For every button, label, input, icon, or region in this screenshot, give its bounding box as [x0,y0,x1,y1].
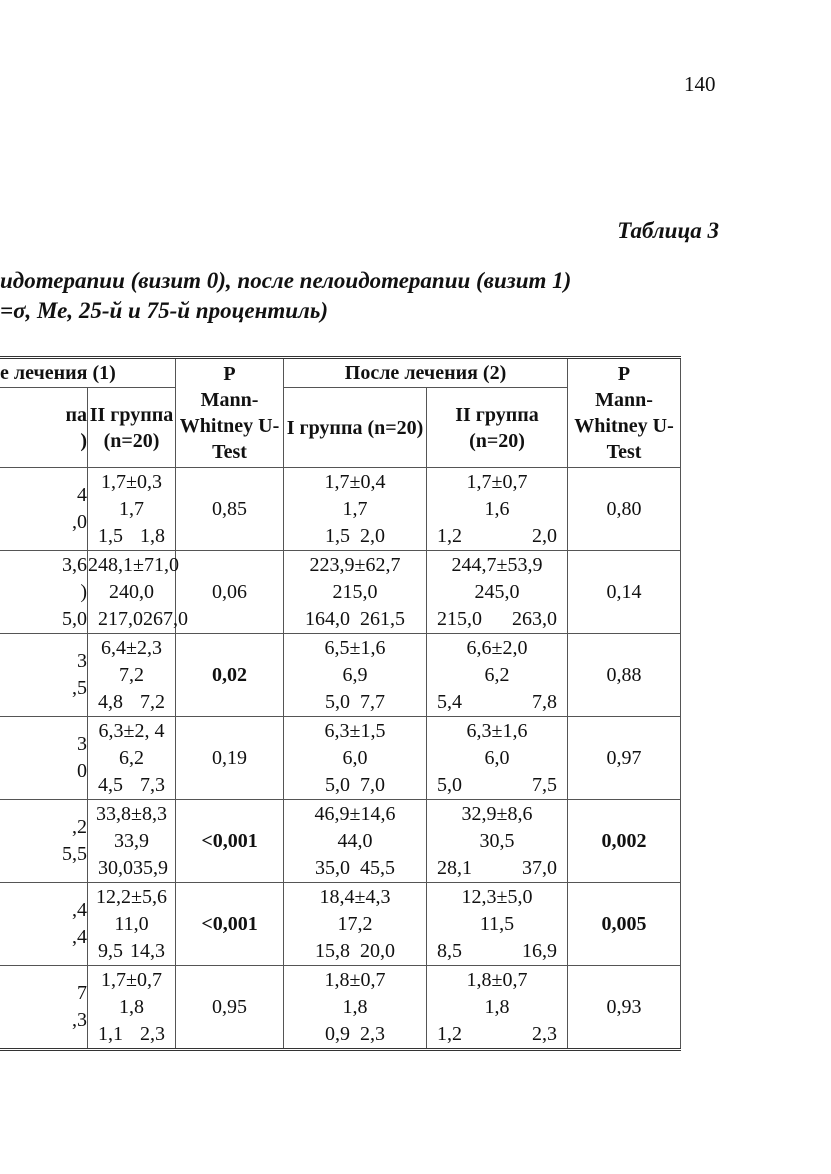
mean-sd: 4 [77,484,87,506]
percentile-25: 5,0 [325,773,351,796]
cell-p-after: 0,80 [568,468,681,551]
percentile-75: 2,0 [360,524,386,547]
percentile-25: 217,0 [98,607,143,630]
cell-p-before: 0,02 [176,634,284,717]
percentile-75: 2,3 [140,1022,166,1045]
cell-group-1-after [284,883,427,966]
cell-p-after: 0,88 [568,634,681,717]
mean-sd: 3 [77,650,87,672]
percentiles [284,1021,426,1048]
header-mann-whitney: Mann-Whitney U-Test [179,389,280,463]
cell-group-1-before [0,551,88,634]
page-number: 140 [684,72,716,96]
header-p-after [568,358,681,468]
cell-group-2-before [88,800,176,883]
table-header-row [0,358,681,388]
header-p-before [176,358,284,468]
caption-line-1: идотерапии (визит 0), после пелоидотерапии (визит 1) [0,268,572,293]
header-cut-line1: па [65,403,87,426]
header-group-1-before [0,388,88,468]
percentiles: 5,5 [62,843,87,865]
median: 245,0 [474,580,520,603]
median: ) [80,580,87,603]
table-caption [0,266,571,326]
results-table [0,356,681,1051]
percentile-25: 5,0 [325,690,351,713]
percentiles [427,606,567,633]
percentiles: 5,0 [62,607,87,630]
percentiles [88,606,188,633]
cell-group-1-before [0,966,88,1050]
percentile-25: 1,2 [437,524,463,547]
mean-sd: 3 [77,733,87,755]
percentile-75: 16,9 [522,939,558,962]
mean-sd: 1,8±0,7 [466,968,528,991]
percentiles [88,938,175,965]
percentile-25: 164,0 [305,607,351,630]
median: 240,0 [109,580,154,603]
mean-sd: 223,9±62,7 [309,553,401,576]
median: 1,8 [484,995,510,1018]
cell-group-2-after [427,551,568,634]
table-row [0,717,681,800]
percentile-25: 8,5 [437,939,463,962]
percentile-25: 5,4 [437,690,463,713]
mean-sd: 6,3±2, 4 [98,719,165,742]
cell-p-before: 0,85 [176,468,284,551]
percentile-25: 0,9 [325,1022,351,1045]
table-body [0,468,681,1050]
percentile-75: 7,0 [360,773,386,796]
percentile-75: 35,9 [133,856,168,879]
cell-group-2-after [427,468,568,551]
percentile-75: 7,8 [532,690,558,713]
percentile-25: 35,0 [315,856,351,879]
mean-sd: 6,6±2,0 [466,636,528,659]
cell-group-1-before [0,634,88,717]
median: 33,9 [114,829,149,852]
cell-group-2-after [427,966,568,1050]
percentile-75: 261,5 [360,607,406,630]
cell-group-1-after [284,551,427,634]
cell-p-after: 0,005 [568,883,681,966]
percentiles: 0 [77,760,87,782]
median: 6,2 [484,663,510,686]
cell-group-1-after [284,717,427,800]
header-mann-whitney: Mann-Whitney U-Test [574,389,674,463]
cell-group-1-before [0,717,88,800]
cell-group-2-before [88,883,176,966]
mean-sd: 244,7±53,9 [451,553,543,576]
percentiles [427,772,567,799]
header-before-treatment: е лечения (1) [0,358,176,388]
percentile-75: 7,7 [360,690,386,713]
mean-sd: ,2 [72,816,87,838]
percentile-25: 15,8 [315,939,351,962]
cell-p-before: 0,06 [176,551,284,634]
percentile-75: 263,0 [512,607,558,630]
percentiles [284,606,426,633]
table-row [0,800,681,883]
cell-p-before: <0,001 [176,883,284,966]
median: 6,2 [119,746,144,769]
percentile-25: 4,5 [98,773,123,796]
cell-group-1-after [284,800,427,883]
mean-sd: 1,7±0,3 [101,470,162,493]
header-p-label: P [223,363,236,385]
cell-group-2-before [88,717,176,800]
header-cut-line2: ) [80,429,87,452]
percentiles: ,3 [72,1009,87,1031]
table-row [0,966,681,1050]
cell-group-2-before [88,551,188,634]
cell-p-before: 0,19 [176,717,284,800]
percentiles [427,855,567,882]
median: 1,7 [119,497,144,520]
percentile-75: 37,0 [522,856,558,879]
mean-sd: 6,3±1,5 [324,719,386,742]
mean-sd: 32,9±8,6 [461,802,533,825]
cell-p-after: 0,97 [568,717,681,800]
percentile-75: 7,2 [140,690,166,713]
table-row [0,468,681,551]
percentile-25: 215,0 [437,607,483,630]
table-row [0,551,681,634]
median: 6,0 [484,746,510,769]
percentiles [284,938,426,965]
header-group-1-after: I группа (n=20) [284,388,427,468]
percentile-75: 20,0 [360,939,396,962]
percentiles [427,689,567,716]
median: 30,5 [479,829,515,852]
cell-group-2-after [427,800,568,883]
caption-line-2: =σ, Ме, 25-й и 75-й процентиль) [0,298,328,323]
percentiles [284,523,426,550]
cell-group-2-before [88,468,176,551]
percentile-25: 30,0 [98,856,133,879]
cell-p-after: 0,14 [568,551,681,634]
percentiles [284,855,426,882]
mean-sd: 6,3±1,6 [466,719,528,742]
header-group-2-after: II группа (n=20) [427,388,568,468]
percentiles [88,1021,175,1048]
percentile-25: 5,0 [437,773,463,796]
median: 1,7 [342,497,368,520]
percentile-25: 1,1 [98,1022,123,1045]
cell-group-1-before [0,883,88,966]
percentiles: ,5 [72,677,87,699]
cell-p-before: 0,95 [176,966,284,1050]
percentile-75: 1,8 [140,524,166,547]
header-p-label: P [617,363,631,385]
cell-group-2-after [427,634,568,717]
percentiles [88,689,175,716]
mean-sd: 46,9±14,6 [314,802,396,825]
cell-group-1-before [0,800,88,883]
median: 1,8 [342,995,368,1018]
mean-sd: 12,2±5,6 [96,885,167,908]
cell-group-1-after [284,634,427,717]
cell-p-after: 0,93 [568,966,681,1050]
cell-group-1-before [0,468,88,551]
table-row [0,883,681,966]
mean-sd: 12,3±5,0 [461,885,533,908]
median: 1,6 [484,497,510,520]
mean-sd: 3,6 [62,553,87,576]
header-group-2-before: II группа (n=20) [88,388,176,468]
percentile-25: 1,5 [98,524,123,547]
percentiles [284,689,426,716]
mean-sd: ,4 [72,899,87,921]
percentile-25: 4,8 [98,690,123,713]
cell-group-1-after [284,966,427,1050]
percentile-75: 45,5 [360,856,396,879]
percentiles: ,4 [72,926,87,948]
mean-sd: 1,7±0,7 [101,968,162,991]
percentiles [284,772,426,799]
median: 6,0 [342,746,368,769]
median: 44,0 [337,829,373,852]
median: 6,9 [342,663,368,686]
percentile-75: 2,3 [360,1022,386,1045]
median: 11,0 [114,912,149,935]
percentile-25: 1,2 [437,1022,463,1045]
cell-group-2-before [88,634,176,717]
cell-group-2-after [427,717,568,800]
percentiles: ,0 [72,511,87,533]
median: 17,2 [337,912,373,935]
percentile-25: 9,5 [98,939,123,962]
median: 11,5 [479,912,515,935]
percentiles [427,523,567,550]
percentile-75: 2,3 [532,1022,558,1045]
mean-sd: 1,7±0,4 [324,470,386,493]
median: 1,8 [119,995,144,1018]
mean-sd: 33,8±8,3 [96,802,167,825]
median: 215,0 [332,580,378,603]
percentiles [427,1021,567,1048]
table-label: Таблица 3 [617,218,719,243]
mean-sd: 248,1±71,0 [88,553,179,576]
mean-sd: 6,4±2,3 [101,636,162,659]
table-row [0,634,681,717]
cell-group-2-before [88,966,176,1050]
percentiles [427,938,567,965]
cell-group-1-after [284,468,427,551]
cell-p-before: <0,001 [176,800,284,883]
mean-sd: 6,5±1,6 [324,636,386,659]
cell-p-after: 0,002 [568,800,681,883]
percentile-25: 28,1 [437,856,473,879]
median: 7,2 [119,663,144,686]
mean-sd: 1,8±0,7 [324,968,386,991]
percentile-75: 7,5 [532,773,558,796]
cell-group-2-after [427,883,568,966]
mean-sd: 18,4±4,3 [319,885,391,908]
percentile-25: 1,5 [325,524,351,547]
percentiles [88,772,175,799]
percentile-75: 14,3 [130,939,166,962]
percentiles [88,855,175,882]
percentile-75: 2,0 [532,524,558,547]
mean-sd: 1,7±0,7 [466,470,528,493]
mean-sd: 7 [77,982,87,1004]
percentile-75: 267,0 [143,607,188,630]
percentile-75: 7,3 [140,773,166,796]
percentiles [88,523,175,550]
header-after-treatment: После лечения (2) [284,358,568,388]
